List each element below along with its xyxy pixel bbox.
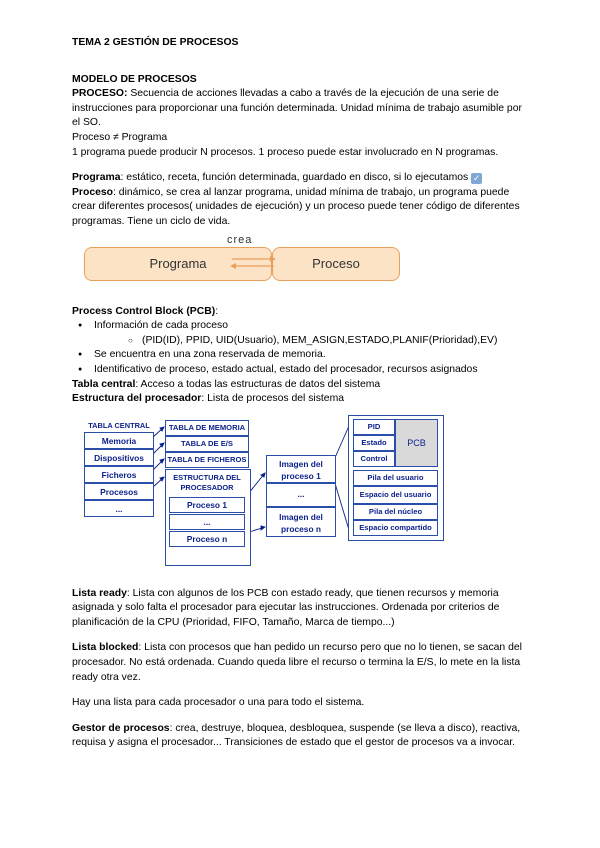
stack-espacio-usuario: Espacio del usuario (353, 486, 438, 504)
pcb-list (72, 319, 532, 377)
tabla-ficheros: TABLA DE FICHEROS (165, 452, 249, 468)
stack-pila-usuario: Pila del usuario (353, 470, 438, 486)
tabla-memoria: TABLA DE MEMORIA (165, 420, 249, 436)
process-structures-diagram (72, 415, 532, 567)
programa-proceso-relation: 1 programa puede producir N procesos. 1 proceso puede estar involucrado en N programas. (72, 146, 499, 158)
pcb-item-info: ● Información de cada proceso (72, 319, 532, 334)
term-programa: Programa (72, 172, 121, 184)
proceso-n-cell: Proceso n (169, 531, 245, 547)
term-proceso: PROCESO: (72, 88, 128, 100)
lista-ready-def (72, 587, 532, 631)
paragraph-proceso-dynamic (72, 186, 532, 230)
crea-arrows (72, 235, 532, 297)
term-lista-blocked: Lista blocked (72, 642, 139, 654)
proceso-neq-programa: Proceso ≠ Programa (72, 131, 168, 143)
gestor-procesos-def (72, 722, 532, 751)
estructura-procesador-text: : Lista de procesos del sistema (201, 393, 345, 405)
term-estructura-procesador: Estructura del procesador (72, 393, 202, 405)
pcb-item-identificativo: ● Identificativo de proceso, estado actual, estado del procesador, recursos asignados (72, 363, 532, 378)
gestor-procesos-text: : crea, destruye, bloquea, desbloquea, suspende (se lleva a disco), reactiva, requisa y asigna el procesador... Transiciones de estado que el gestor de procesos va a invocar. (72, 722, 521, 749)
term-lista-ready: Lista ready (72, 587, 127, 599)
estructura-procesador-def (72, 392, 532, 407)
proceso-dynamic-text: : dinámico, se crea al lanzar programa, unidad mínima de trabajo, un programa puede crear diferentes procesos( unidades de ejecución) y un proceso puede tener código de diferentes programas. Tiene un ciclo de vida. (72, 186, 520, 227)
document-title: TEMA 2 GESTIÓN DE PROCESOS (72, 37, 239, 48)
pcb-heading-colon: : (215, 305, 219, 317)
section-heading-modelo: MODELO DE PROCESOS (72, 73, 197, 85)
programa-proceso-diagram (72, 235, 532, 297)
document-page (72, 36, 532, 751)
term-proceso-dynamic: Proceso (72, 186, 114, 198)
imagen-proceso-n: Imagen del proceso n (266, 507, 336, 537)
pcb-item-memoria: ● Se encuentra en una zona reservada de memoria. (72, 348, 532, 363)
tabla-central-def (72, 378, 532, 393)
pcb-heading-label: Process Control Block (PCB) (72, 305, 216, 317)
central-item-memoria: Memoria (84, 432, 154, 449)
pcb-gray-label: PCB (395, 419, 438, 467)
term-gestor-procesos: Gestor de procesos (72, 722, 170, 734)
paragraph-programa-def (72, 171, 532, 186)
lista-blocked-text: : Lista con procesos que han pedido un recurso pero que no lo tienen, se sacan del procesador. No está ordenada. Cuando queda libre el recurso o termina la E/S, lo mete en la lista ready otra vez. (72, 642, 522, 683)
tabla-central-text: : Acceso a todas las estructuras de datos del sistema (135, 378, 381, 390)
lista-blocked-def (72, 641, 532, 685)
pcb-heading (72, 305, 532, 320)
stack-pila-nucleo: Pila del núcleo (353, 504, 438, 520)
estructura-procesador-title: ESTRUCTURA DEL PROCESADOR (173, 472, 241, 492)
programa-def-text: : estático, receta, función determinada, guardado en disco, si lo ejecutamos (120, 172, 472, 184)
pcb-field-estado: Estado (353, 435, 395, 451)
central-item-ficheros: Ficheros (84, 466, 154, 483)
lista-ready-text: : Lista con algunos de los PCB con estado ready, que tienen recursos y memoria asignada y solo falta el procesador para ejecutar las instrucciones. Ordenada por criterios de planificación de la CPU (Prioridad, FIFO, Tamaño, Marca de tiempo...) (72, 587, 500, 628)
proceso-1-cell: Proceso 1 (169, 497, 245, 513)
proceso-dots-cell: ... (169, 514, 245, 530)
crea-arrow-label: crea (227, 233, 253, 246)
paragraph-proceso-def (72, 87, 532, 131)
proceso-box: Proceso (272, 247, 400, 281)
central-item-more: ... (84, 500, 154, 517)
check-box-icon: ✓ (472, 173, 481, 184)
programa-box: Programa (84, 247, 272, 281)
pcb-field-pid: PID (353, 419, 395, 435)
tabla-central-title: TABLA CENTRAL (88, 420, 150, 430)
imagen-dots: ... (266, 483, 336, 507)
central-item-dispositivos: Dispositivos (84, 449, 154, 466)
proceso-def-text: Secuencia de acciones llevadas a cabo a través de la ejecución de una serie de instrucciones para proporcionar una función determinada. Unidad mínima de trabajo asumible por el SO. (72, 88, 522, 129)
imagen-proceso-1: Imagen del proceso 1 (266, 455, 336, 483)
stack-espacio-compartido: Espacio compartido (353, 520, 438, 536)
pcb-subitem-fields: ○ (PID(ID), PPID, UID(Usuario), MEM_ASIGN,ESTADO,PLANIF(Prioridad),EV) (72, 334, 532, 349)
term-tabla-central: Tabla central (72, 378, 136, 390)
pcb-field-control: Control (353, 451, 395, 467)
central-item-procesos: Procesos (84, 483, 154, 500)
tabla-es: TABLA DE E/S (165, 436, 249, 452)
una-lista-note: Hay una lista para cada procesador o una para todo el sistema. (72, 697, 365, 709)
